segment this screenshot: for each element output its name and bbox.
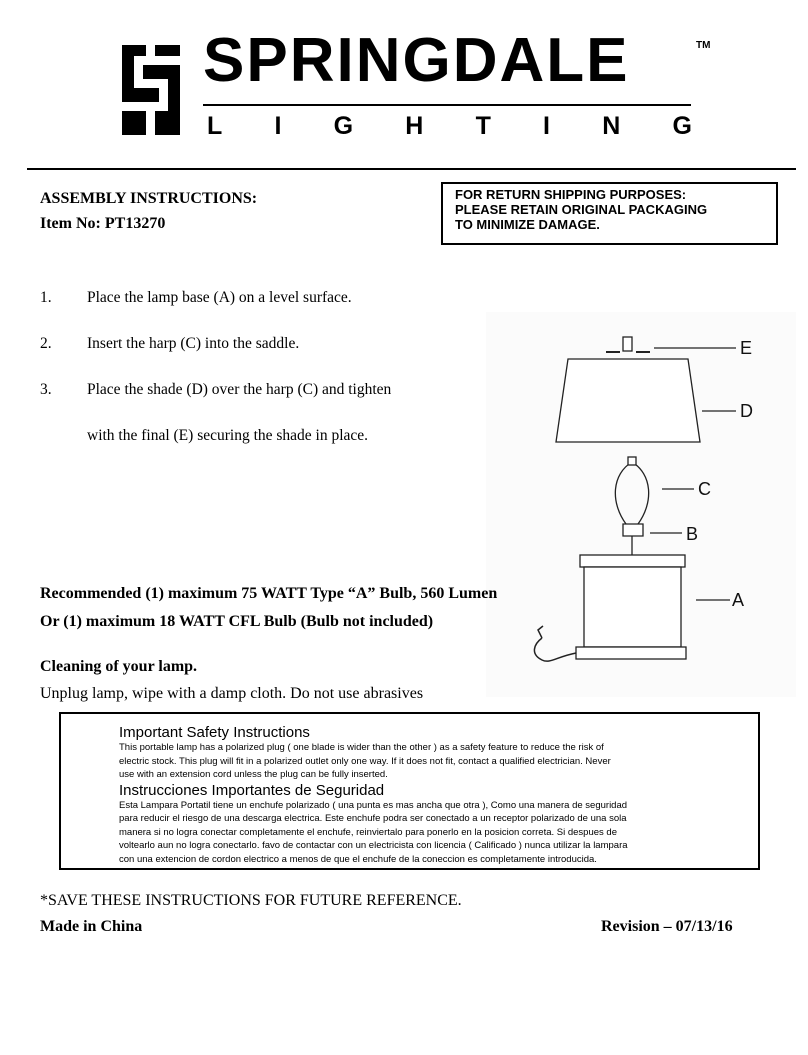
safety-title-es: Instrucciones Importantes de Seguridad <box>119 781 385 799</box>
bulb-recommendation <box>40 580 497 636</box>
lamp-base-part <box>580 555 685 567</box>
return-notice-line: TO MINIMIZE DAMAGE. <box>455 217 600 232</box>
brand-letter: I <box>274 112 282 140</box>
step-text: Insert the harp (C) into the saddle. <box>87 335 300 352</box>
cleaning-title: Cleaning of your lamp. <box>40 658 198 675</box>
diagram-label-c: C <box>698 479 711 499</box>
brand-letter: L <box>207 112 223 140</box>
header-divider <box>27 168 796 170</box>
diagram-label-b: B <box>686 524 699 544</box>
return-notice-line: FOR RETURN SHIPPING PURPOSES: <box>455 187 687 202</box>
safety-line: manera si no logra conectar completamente el enchufe, reinviertalo para ponerlo en la posicion correta. Si despues de <box>119 826 617 838</box>
brand-subtitle <box>207 114 692 139</box>
brand-letter: H <box>405 112 424 140</box>
step-item <box>40 335 480 381</box>
diagram-label-a: A <box>732 590 745 610</box>
step-number: 2. <box>40 335 52 352</box>
diagram-label-d: D <box>740 401 753 421</box>
safety-instructions-box <box>59 712 760 870</box>
brand-letter: I <box>543 112 550 140</box>
lamp-shade-part <box>556 359 700 442</box>
safety-line: use with an extension cord unless the plug can be fully inserted. <box>119 769 388 780</box>
brand-letter: G <box>333 112 354 140</box>
lamp-diagram <box>486 312 796 697</box>
bulb-line: Or (1) maximum 18 WATT CFL Bulb (Bulb not included) <box>40 613 434 630</box>
brand-letter: N <box>602 112 621 140</box>
saddle-part <box>623 524 643 536</box>
item-number: Item No: PT13270 <box>40 215 166 232</box>
safety-line: voltearlo aun no logra conectarlo. favo de contactar con un electricista con licencia ( Calificado ) nunca utilizar la lampara <box>119 840 628 851</box>
made-in-label: Made in China <box>40 918 143 935</box>
revision-label: Revision – 07/13/16 <box>601 918 733 935</box>
assembly-steps <box>40 289 480 457</box>
document-title: ASSEMBLY INSTRUCTIONS: <box>40 190 258 207</box>
trademark-mark: TM <box>696 40 711 51</box>
safety-line: Esta Lampara Portatil tiene un enchufe polarizado ( una punta es mas ancha que otra ), Como una manera de seguridad <box>119 799 628 811</box>
document-header <box>40 186 257 236</box>
safety-title-en: Important Safety Instructions <box>119 724 310 741</box>
step-text: Place the shade (D) over the harp (C) and tighten <box>87 381 392 398</box>
step-text: Place the lamp base (A) on a level surface. <box>87 289 352 306</box>
finial-part <box>623 337 632 351</box>
safety-line: para reducir el riesgo de una descarga electrica. Este enchufe podra ser conectado a un receptor polarizado de una sola <box>119 813 627 824</box>
step-item <box>40 381 480 427</box>
safety-line: electric stock. This plug will fit in a polarized outlet only one way. If it does not fit, contact a qualified electrician. Never <box>119 755 611 767</box>
safety-line: con una extencion de cordon electrico a menos de que el enchufe de la coneccion es completamente introducida. <box>119 853 597 865</box>
return-notice-line: PLEASE RETAIN ORIGINAL PACKAGING <box>455 202 708 217</box>
step-number: 3. <box>40 381 52 398</box>
step-item <box>40 289 480 335</box>
brand-letter: T <box>475 112 491 140</box>
safety-line: This portable lamp has a polarized plug ( one blade is wider than the other ) as a safety feature to reduce the risk of <box>119 742 604 753</box>
step-number: 1. <box>40 289 52 306</box>
return-notice-box <box>441 182 778 245</box>
diagram-label-e: E <box>740 338 753 358</box>
brand-underline <box>203 104 691 106</box>
cleaning-body: Unplug lamp, wipe with a damp cloth. Do not use abrasives <box>40 685 424 702</box>
step-continuation: with the final (E) securing the shade in place. <box>87 427 369 444</box>
brand-name: SPRINGDALE <box>203 26 630 95</box>
bulb-line: Recommended (1) maximum 75 WATT Type “A” Bulb, 560 Lumen <box>40 585 498 602</box>
brand-letter: G <box>672 112 692 140</box>
save-instructions-note: *SAVE THESE INSTRUCTIONS FOR FUTURE REFERENCE. <box>40 892 462 909</box>
springdale-logo-icon <box>122 45 180 135</box>
